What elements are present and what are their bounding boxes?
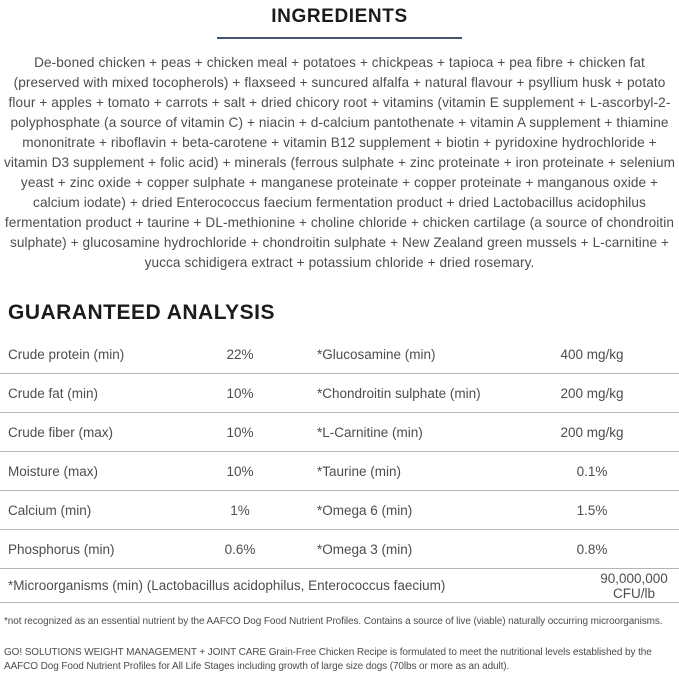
nutrient-value: 10% bbox=[226, 463, 254, 479]
nutrient-label: *Glucosamine (min) bbox=[317, 346, 436, 362]
nutrient-value: 10% bbox=[226, 424, 254, 440]
nutrient-label: *L-Carnitine (min) bbox=[317, 424, 423, 440]
nutrient-label: *Omega 6 (min) bbox=[317, 502, 413, 518]
nutrient-label: Crude fiber (max) bbox=[8, 424, 114, 440]
nutrient-label: *Chondroitin sulphate (min) bbox=[317, 385, 481, 401]
nutrient-value: 0.6% bbox=[224, 541, 256, 557]
nutrient-value: 1.5% bbox=[576, 502, 608, 518]
analysis-row-microorganisms bbox=[0, 569, 679, 603]
analysis-row bbox=[0, 374, 679, 413]
nutrient-label: Calcium (min) bbox=[8, 502, 92, 518]
nutrient-value: 22% bbox=[226, 346, 254, 362]
nutrient-label: *Omega 3 (min) bbox=[317, 541, 413, 557]
nutrient-value: 10% bbox=[226, 385, 254, 401]
title-underline bbox=[217, 37, 462, 39]
analysis-row bbox=[0, 530, 679, 569]
nutrient-value: 0.8% bbox=[576, 541, 608, 557]
nutrient-value: 0.1% bbox=[576, 463, 608, 479]
nutrient-value: 400 mg/kg bbox=[560, 346, 624, 362]
nutrient-value: 90,000,000 CFU/lb bbox=[600, 570, 668, 601]
nutrient-label: *Taurine (min) bbox=[317, 463, 402, 479]
nutrient-value: 1% bbox=[230, 502, 250, 518]
guaranteed-analysis-title: GUARANTEED ANALYSIS bbox=[8, 301, 275, 324]
nutrient-label: *Microorganisms (min) (Lactobacillus acidophilus, Enterococcus faecium) bbox=[8, 578, 446, 593]
nutrient-value: 200 mg/kg bbox=[560, 385, 624, 401]
footnote-aafco-nutrient: *not recognized as an essential nutrient by the AAFCO Dog Food Nutrient Profiles. Contains a source of live (viable) naturally occurring microorganisms. bbox=[4, 616, 663, 627]
ingredients-paragraph: De-boned chicken + peas + chicken meal + potatoes + chickpeas + tapioca + pea fibre + chicken fat (preserved with mixed tocopherols) + flaxseed + suncured alfalfa + natural flavour + psyllium husk + potato flour + apples + tomato + carrots + salt + dried chicory root + vitamins (vitamin E supplement + L-ascorbyl-2-polyphosphate (a source of vitamin C) + niacin + d-calcium pantothenate + vitamin A supplement + thiamine mononitrate + riboflavin + beta-carotene + vitamin B12 supplement + biotin + pyridoxine hydrochloride + vitamin D3 supplement + folic acid) + minerals (ferrous sulphate + zinc proteinate + iron proteinate + selenium yeast + zinc oxide + copper sulphate + manganese proteinate + copper proteinate + manganous oxide + calcium iodate) + dried Enterococcus faecium fermentation product + dried Lactobacillus acidophilus fermentation product + taurine + DL-methionine + choline chloride + chicken cartilage (a source of chondroitin sulphate) + glucosamine hydrochloride + chondroitin sulphate + New Zealand green mussels + L-carnitine + yucca schidigera extract + potassium chloride + dried rosemary. bbox=[3, 55, 676, 270]
analysis-row bbox=[0, 491, 679, 530]
nutrient-label: Phosphorus (min) bbox=[8, 541, 115, 557]
analysis-row bbox=[0, 452, 679, 491]
analysis-row bbox=[0, 413, 679, 452]
footnote-formulation-statement: GO! SOLUTIONS WEIGHT MANAGEMENT + JOINT CARE Grain-Free Chicken Recipe is formulated to meet the nutritional levels established by the AAFCO Dog Food Nutrient Profiles for All Life Stages including growth of large size dogs (70lbs or more as an adult). bbox=[4, 647, 652, 672]
analysis-row bbox=[0, 335, 679, 374]
nutrient-label: Crude fat (min) bbox=[8, 385, 99, 401]
guaranteed-analysis-table bbox=[0, 335, 679, 603]
ingredients-title: INGREDIENTS bbox=[271, 6, 408, 27]
nutrient-label: Moisture (max) bbox=[8, 463, 99, 479]
nutrient-value: 200 mg/kg bbox=[560, 424, 624, 440]
nutrient-label: Crude protein (min) bbox=[8, 346, 125, 362]
